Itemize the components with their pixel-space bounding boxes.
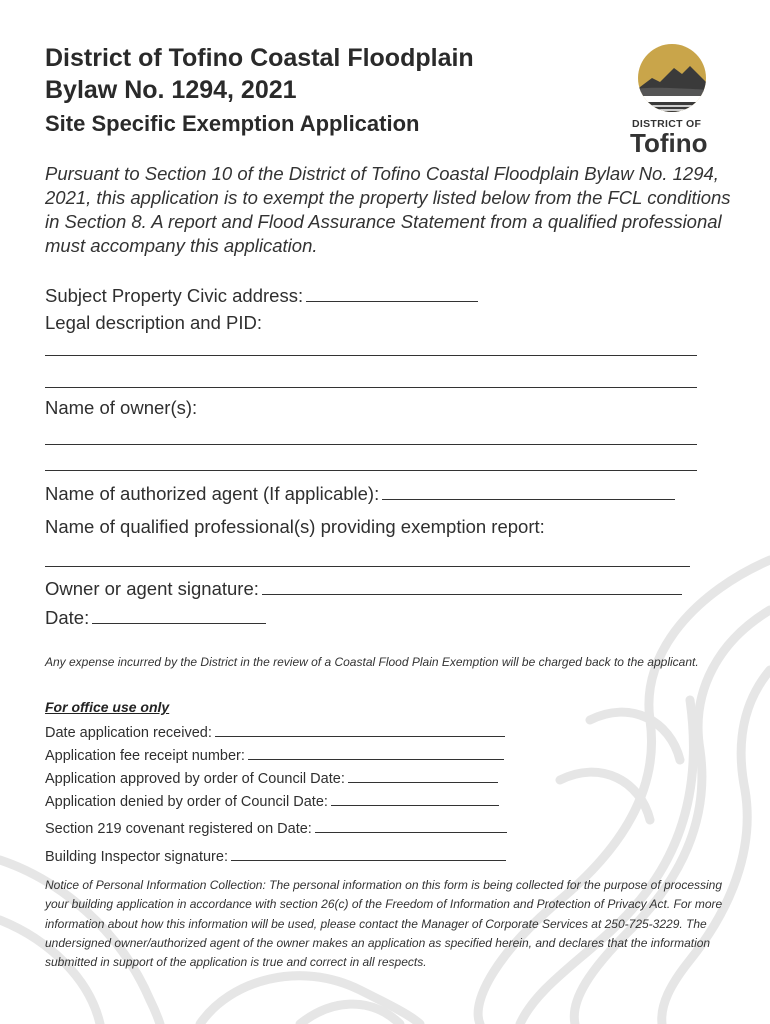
title-line-1: District of Tofino Coastal Floodplain bbox=[45, 44, 474, 72]
date-received-label: Date application received: bbox=[45, 725, 212, 741]
agent-field[interactable] bbox=[382, 485, 675, 500]
inspector-label: Building Inspector signature: bbox=[45, 849, 228, 865]
office-row-approved bbox=[45, 771, 498, 787]
expense-note: Any expense incurred by the District in the review of a Coastal Flood Plain Exemption will be charged back to the applicant. bbox=[45, 655, 699, 669]
office-row-fee-receipt bbox=[45, 748, 504, 764]
date-field[interactable] bbox=[92, 609, 266, 624]
page-subtitle: Site Specific Exemption Application bbox=[45, 111, 420, 136]
district-logo bbox=[630, 40, 715, 160]
agent-label: Name of authorized agent (If applicable): bbox=[45, 483, 380, 504]
date-received-field[interactable] bbox=[215, 725, 505, 737]
inspector-field[interactable] bbox=[231, 849, 506, 861]
approved-field[interactable] bbox=[348, 771, 498, 783]
signature-field[interactable] bbox=[262, 580, 682, 595]
civic-address-field[interactable] bbox=[306, 287, 478, 302]
office-use-heading: For office use only bbox=[45, 699, 170, 715]
owners-line-2[interactable] bbox=[45, 470, 697, 471]
denied-field[interactable] bbox=[331, 794, 499, 806]
professional-label: Name of qualified professional(s) providing exemption report: bbox=[45, 516, 545, 537]
civic-address-label: Subject Property Civic address: bbox=[45, 285, 304, 306]
covenant-field[interactable] bbox=[315, 821, 507, 833]
office-row-inspector bbox=[45, 849, 506, 865]
agent-row bbox=[45, 483, 675, 505]
intro-paragraph: Pursuant to Section 10 of the District of Tofino Coastal Floodplain Bylaw No. 1294, 2021, this application is to exempt the property listed below from the FCL conditions in Section 8. A report and Flood Assurance Statement from a qualified professional must accompany this application. bbox=[45, 163, 731, 256]
logo-text-tofino: Tofino bbox=[630, 128, 708, 158]
signature-label: Owner or agent signature: bbox=[45, 578, 259, 599]
fee-receipt-field[interactable] bbox=[248, 748, 504, 760]
professional-line[interactable] bbox=[45, 566, 690, 567]
covenant-label: Section 219 covenant registered on Date: bbox=[45, 821, 312, 837]
privacy-notice: Notice of Personal Information Collection: The personal information on this form is being collected for the purpose of processing your building application in accordance with section 26(c) of the Freedom of Information and Protection of Privacy Act. For more information about how this information will be used, please contact the Manager of Corporate Services at 250-725-3229. The undersigned owner/authorized agent of the owner makes an application as specified herein, and declares that the information submitted in support of the application is true and correct in all respects. bbox=[45, 878, 723, 970]
logo-text-district: DISTRICT OF bbox=[632, 118, 702, 130]
fee-receipt-label: Application fee receipt number: bbox=[45, 748, 245, 764]
office-row-date-received bbox=[45, 725, 505, 741]
date-row bbox=[45, 607, 266, 629]
owners-line-1[interactable] bbox=[45, 444, 697, 445]
logo-emblem-icon bbox=[630, 40, 715, 130]
office-row-denied bbox=[45, 794, 499, 810]
page-title bbox=[45, 42, 474, 106]
legal-description-line-1[interactable] bbox=[45, 355, 697, 356]
date-label: Date: bbox=[45, 607, 90, 628]
office-row-covenant bbox=[45, 821, 507, 837]
title-line-2: Bylaw No. 1294, 2021 bbox=[45, 76, 297, 104]
legal-description-line-2[interactable] bbox=[45, 387, 697, 388]
signature-row bbox=[45, 578, 682, 600]
owners-label: Name of owner(s): bbox=[45, 397, 198, 418]
legal-description-label: Legal description and PID: bbox=[45, 312, 262, 333]
denied-label: Application denied by order of Council Date: bbox=[45, 794, 328, 810]
civic-address-row bbox=[45, 285, 478, 307]
approved-label: Application approved by order of Council Date: bbox=[45, 771, 345, 787]
